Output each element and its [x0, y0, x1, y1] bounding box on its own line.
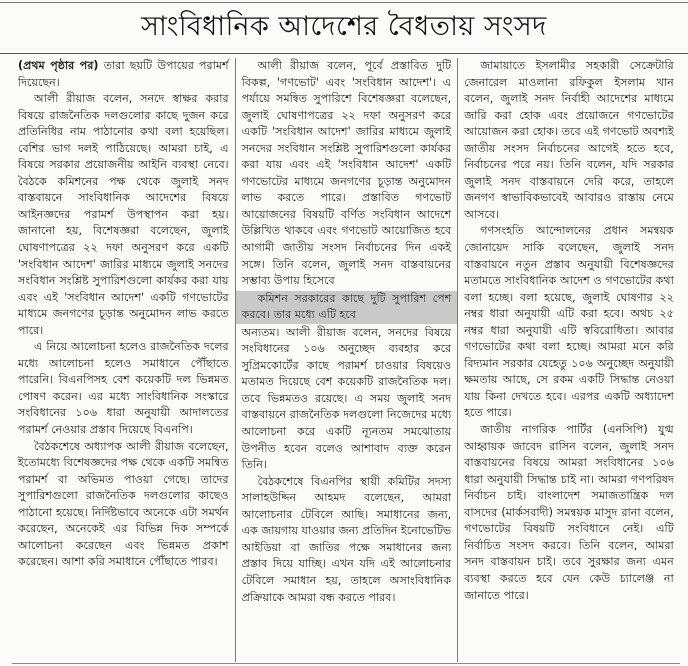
column-1	[12, 58, 235, 662]
paragraph-text: অন্যতম। আলী রীয়াজ বলেন, সনদের বিষয়ে সংবিধানের ১০৬ অনুচ্ছেদ ব্যবহার করে সুপ্রিমকোর্টের কাছে পরামর্শ চাওয়ার বিষয়েও মতামত দিয়েছে বেশ কয়েকটি রাজনৈতিক দল। তবে ভিন্নমতও রয়েছে। এ সময় জুলাই সনদ বাস্তবায়নে রাজনৈতিক দলগুলো নিজেদের মধ্যে আলোচনা করে একটি ন্যূনতম সমঝোতায় উপনীত হবেন বলেও আশাবাদ ব্যক্ত করেন তিনি।	[241, 325, 452, 472]
paragraph: বৈঠকশেষে অধ্যাপক আলী রীয়াজ বলেছেন, ইতোমধ্যে বিশেষজ্ঞদের পক্ষ থেকে একটি সমন্বিত পরামর্শ বা অভিমত পাওয়া গেছে। তাদের সুপারিশগুলো রাজনৈতিক দলগুলোর কাছেও পাঠানো হয়েছে। নির্দিষ্টভাবে অনেকে এটা সমর্থন করেছেন, অনেকেই এর বিভিন্ন দিক সম্পর্কে আলোচনা করেছেন এবং ভিন্নমত প্রকাশ করেছেন। আশা করি সমাধানে পৌঁছাতে পারব।	[18, 439, 229, 569]
paragraph-text: তারা ছয়টি উপায়ের পরামর্শ দিয়েছেন।	[18, 59, 229, 89]
paragraph: জাতীয় নাগরিক পার্টির (এনসিপি) যুগ্ম আহ্বায়ক জাবেদ রাসিন বলেন, জুলাই সনদ বাস্তবায়নের বিষয়ে আমরা সংবিধানের ১০৬ ধারা অনুযায়ী সিদ্ধান্ত চাই না। আমরা গণপরিষদ নির্বাচন চাই। বাংলাদেশ সমাজতান্ত্রিক দল বাসদের (মার্কসবাদী) সমন্বয়ক মাসুদ রানা বলেন, গণভোটের বিষয়টি সংবিধানে নেই। এটি নির্বাচিত সংসদ করবে। তিনি বলেন, আমরা সনদ বাস্তবায়ন চাই। তবে সুরক্ষার জন্য এমন ব্যবস্থা করতে হবে যেন কেউ চ্যালেঞ্জ না জানাতে পারে।	[464, 423, 674, 602]
continued-from-label: (প্রথম পৃষ্ঠার পর)	[18, 59, 99, 72]
paragraph	[18, 58, 229, 91]
column-3	[457, 58, 680, 662]
headline-divider	[0, 53, 688, 54]
article-body	[12, 58, 680, 662]
paragraph: বৈঠকশেষে বিএনপির স্থায়ী কমিটির সদস্য সালাহউদ্দিন আহমদ বলেছেন, আমরা আলোচনার টেবিলে আছি। সমাধানের জন্য, এক জায়গায় যাওয়ার জন্য প্রতিদিন ইনোভেটিভ আইডিয়া বা জাতির পক্ষে সমাধানের জন্য প্রস্তাব দিয়ে যাচ্ছি। এখন যদি এই আলোচনার টেবিলে সমাধান হয়, তাহলে অসাংবিধানিক প্রক্রিয়াকে আমরা বন্ধ করতে পারব।	[241, 474, 452, 604]
bottom-border-rule	[12, 663, 680, 664]
paragraph-text: আলী রীয়াজ বলেন, পূর্বে প্রস্তাবিত দুটি বিকল্প, 'গণভোট' এবং 'সংবিধান আদেশ'। এ পর্যায়ে সমন্বিত সুপারিশে বিশেষজ্ঞরা বলেছেন, জুলাই ঘোষণাপত্রের ২২ দফা অনুসরণ করে একটি 'সংবিধান আদেশ' জারির মাধ্যমে জুলাই সনদের সংবিধান সংশ্লিষ্ট সুপারিশগুলো কার্যকর করা যায় এবং এই 'সংবিধান আদেশ' একটি গণভোটের মাধ্যমে জনগণের চূড়ান্ত অনুমোদন লাভ করতে পারে। প্রস্তাবিত গণভোট আয়োজনের বিষয়টি বর্ণিত সংবিধান আদেশে উল্লিখিত থাকবে এবং গণভোট আয়োজিত হবে আগামী জাতীয় সংসদ নির্বাচনের দিন একই সঙ্গে। তিনি বলেন, জুলাই সনদ বাস্তবায়নের সম্ভাব্য উপায় হিসেবে	[241, 59, 452, 288]
paragraph: গণসংহতি আন্দোলনের প্রধান সমন্বয়ক জোনায়েদ সাকি বলেছেন, জুলাই সনদ বাস্তবায়নে নতুন প্রস্তাব অনুযায়ী বিশেষজ্ঞদের মতামতে সাংবিধানিক আদেশ ও গণভোটের কথা বলা হচ্ছে। বলা হয়েছে, জুলাই ঘোষণার ২২ নম্বর ধারা অনুযায়ী এটি করা হবে। অথচ ২৫ নম্বর ধারা অনুযায়ী এটি স্ববিরোধিতা। আবার গণভোটের কথা বলা হচ্ছে। আমরা মনে করি বিদ্যমান সরকার যেহেতু ১০৬ অনুচ্ছেদ অনুযায়ী ক্ষমতায় আছে, সে রকম একটি সিদ্ধান্ত নেওয়া যায় কিনা দেখতে হবে। এরপর একটি অধ্যাদেশ হতে পারে।	[464, 224, 674, 420]
paragraph: এ নিয়ে আলোচনা হলেও রাজনৈতিক দলের মধ্যে আলোচনা হলেও সমাধানে পৌঁছাতে পারেনি। বিএনপিসহ বেশ কয়েকটি দল ভিন্নমত পোষণ করেন। এর মধ্যে সাংবিধানিক সংস্কারে সংবিধানের ১০৬ ধারা অনুযায়ী আদালতের পরামর্শ নেওয়ার প্রস্তাব দিয়েছে বিএনপি।	[18, 340, 229, 437]
column-2	[235, 58, 458, 662]
headline-container	[0, 6, 688, 50]
paragraph	[242, 58, 452, 474]
paragraph: আলী রীয়াজ বলেন, সনদে স্বাক্ষর করার বিষয়ে রাজনৈতিক দলগুলোর কাছে দুজন করে প্রতিনিধির নাম পাঠানোর কথা বলা হয়েছিল। বেশির ভাগ দলই পাঠিয়েছে। আমরা চাই, এ বিষয়ে সরকার প্রয়োজনীয় আইনি ব্যবস্থা নেবে। বৈঠকে কমিশনের পক্ষ থেকে জুলাই সনদ বাস্তবায়নে সাংবিধানিক আদেশের বিষয়ে আইনজ্ঞদের পরামর্শ উপস্থাপন করা হয়। জানানো হয়, বিশেষজ্ঞরা বলেছেন, জুলাই ঘোষণাপত্রের ২২ দফা অনুসরণ করে একটি 'সংবিধান আদেশ' জারির মাধ্যমে জুলাই সনদের সংবিধান সংশ্লিষ্ট সুপারিশগুলো কার্যকর করা যায় এবং এই 'সংবিধান আদেশ' একটি গণভোটের মাধ্যমে জনগণের চূড়ান্ত অনুমোদন লাভ করতে পারে।	[18, 92, 229, 337]
article-headline: সাংবিধানিক আদেশের বৈধতায় সংসদ	[141, 10, 547, 42]
top-border-rule	[0, 0, 688, 3]
paragraph: জামায়াতে ইসলামীর সহকারী সেক্রেটারি জেনারেল মাওলানা রফিকুল ইসলাম খান বলেন, জুলাই সনদ নির্বাহী আদেশের মাধ্যমে জারি করা হোক এবং প্রয়োজনে গণভোটের আয়োজন করা হোক। তবে এই গণভোট অবশ্যই জাতীয় সংসদ নির্বাচনের আগেই হতে হবে, নির্বাচনের পরে নয়। তিনি বলেন, যদি সরকার জুলাই সনদ বাস্তবায়নে দেরি করে, তাহলে জনগণ স্বাভাবিকভাবেই আবারও রাস্তায় নেমে আসবে।	[464, 59, 674, 221]
watermark-overlay-band: কমিশন সরকারের কাছে দুটি সুপারিশ পেশ করবে। তার মধ্যে এটি হবে	[236, 291, 458, 324]
